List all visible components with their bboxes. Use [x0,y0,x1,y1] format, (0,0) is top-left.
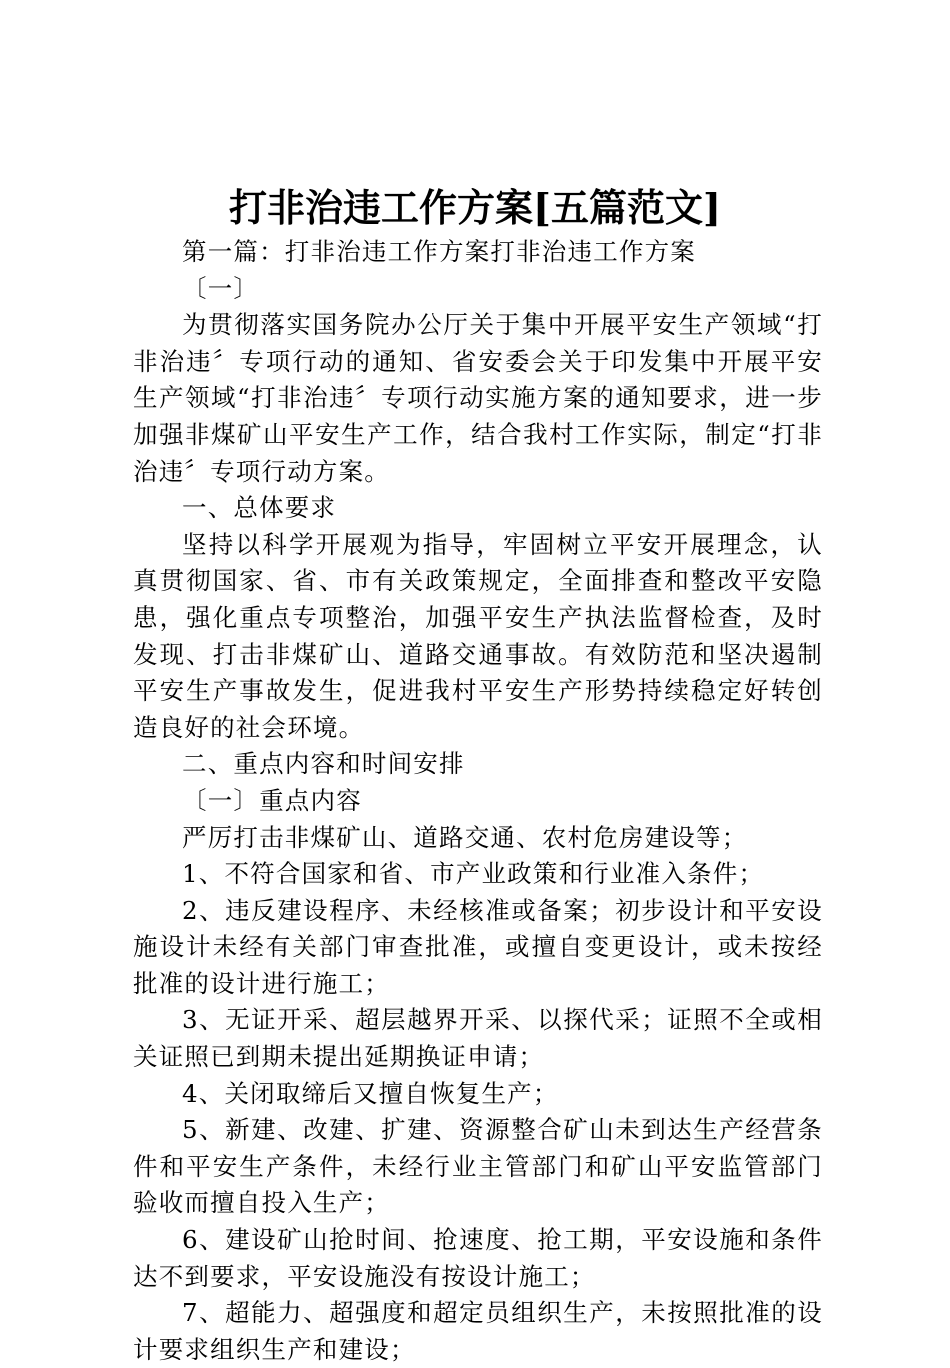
paragraph-section-heading: 第一篇：打非治违工作方案打非治违工作方案 [182,237,696,266]
paragraph-subheading: 〔一〕 [182,273,260,303]
list-item: 5、新建、改建、扩建、资源整合矿山未到达生产经营条件和平安生产条件，未经行业主管部门和矿山平安监管部门验收而擅自投入生产； [133,1115,823,1218]
document-title: 打非治违工作方案[五篇范文] [229,185,721,230]
list-item: 3、无证开采、超层越界开采、以探代采；证照不全或相关证照已到期未提出延期换证申请； [133,1005,823,1072]
list-item: 2、违反建设程序、未经核准或备案；初步设计和平安设施设计未经有关部门审查批准，或擅自变更设计，或未按经批准的设计进行施工； [133,895,823,998]
paragraph-intro: 为贯彻落实国务院办公厅关于集中开展平安生产领域“打非治违〞专项行动的通知、省安委会关于印发集中开展平安生产领域“打非治违〞专项行动实施方案的通知要求，进一步加强非煤矿山平安生产工作，结合我村工作实际，制定“打非治违〞专项行动方案。 [133,310,823,486]
list-item: 6、建设矿山抢时间、抢速度、抢工期，平安设施和条件达不到要求，平安设施没有按设计施工； [133,1225,823,1291]
paragraph-general-requirements: 坚持以科学开展观为指导，牢固树立平安开展理念，认真贯彻国家、省、市有关政策规定，全面排查和整改平安隐患，强化重点专项整治，加强平安生产执法监督检查，及时发现、打击非煤矿山、道路交通事故。有效防范和坚决遏制平安生产事故发生，促进我村平安生产形势持续稳定好转创造良好的社会环境。 [133,529,823,742]
paragraph-key-content: 严厉打击非煤矿山、道路交通、农村危房建设等； [182,822,748,852]
list-item: 1、不符合国家和省、市产业政策和行业准入条件； [182,859,765,889]
list-item: 7、超能力、超强度和超定员组织生产，未按照批准的设计要求组织生产和建设； [133,1298,823,1364]
paragraph-heading-general: 一、总体要求 [182,493,337,523]
paragraph-heading-key-content: 〔一〕重点内容 [182,785,362,815]
document-body [133,234,823,1368]
list-item: 4、关闭取缔后又擅自恢复生产； [182,1078,559,1108]
paragraph-heading-content-schedule: 二、重点内容和时间安排 [182,749,465,779]
